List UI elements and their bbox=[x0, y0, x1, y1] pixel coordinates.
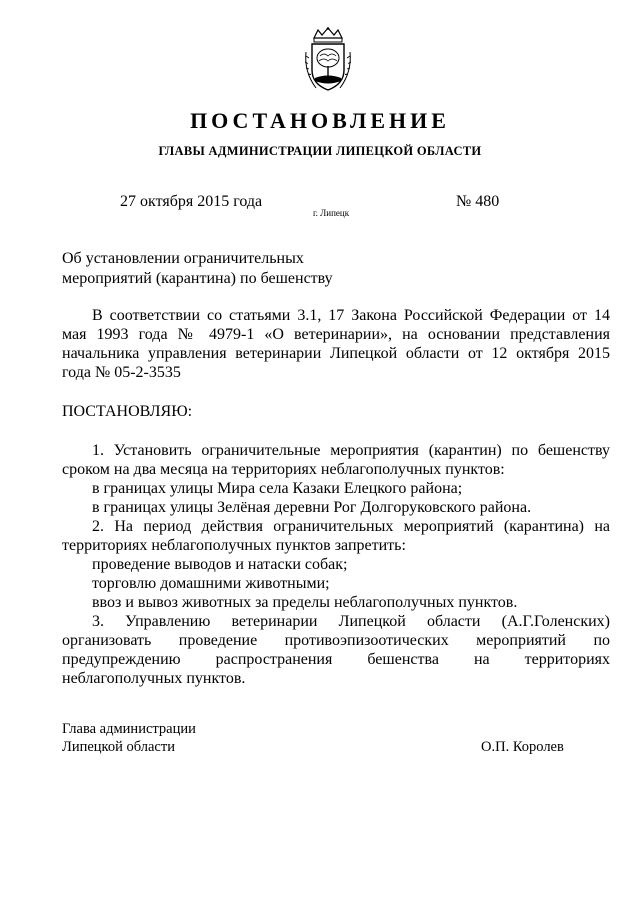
signature-position-line: Липецкой области bbox=[62, 739, 175, 755]
item-1-line: в границах улицы Зелёная деревни Рог Долгоруковского района. bbox=[92, 499, 532, 516]
preamble bbox=[62, 306, 610, 382]
decree-items bbox=[62, 441, 610, 688]
signature-name: О.П. Королев bbox=[481, 739, 564, 755]
item-1-line: сроком на два месяца на территориях неблагополучных пунктов: bbox=[62, 461, 505, 478]
signature-position bbox=[62, 720, 196, 756]
document-issuer: ГЛАВЫ АДМИНИСТРАЦИИ ЛИПЕЦКОЙ ОБЛАСТИ bbox=[158, 144, 482, 158]
item-2-line: ввоз и вывоз животных за пределы неблагополучных пунктов. bbox=[92, 594, 518, 611]
signature-position-line: Глава администрации bbox=[62, 721, 196, 737]
item-2-line: проведение выводов и натаски собак; bbox=[92, 556, 348, 573]
subject-line: Об установлении ограничительных bbox=[62, 250, 304, 267]
preamble-line: мая 1993 года № 4979-1 «О ветеринарии», на основании представления bbox=[62, 326, 610, 343]
decree-heading: ПОСТАНОВЛЯЮ: bbox=[62, 403, 193, 420]
document-place: г. Липецк bbox=[313, 208, 350, 218]
item-3-line: предупреждению распространения бешенства на территориях bbox=[62, 651, 610, 668]
item-2-line: торговлю домашними животными; bbox=[92, 575, 330, 592]
preamble-line: В соответствии со статьями 3.1, 17 Закона Российской Федерации от 14 bbox=[92, 307, 610, 324]
document-subject bbox=[62, 249, 382, 289]
document-title: ПОСТАНОВЛЕНИЕ bbox=[190, 108, 450, 133]
subject-line: мероприятий (карантина) по бешенству bbox=[62, 270, 333, 287]
preamble-line: года № 05-2-3535 bbox=[62, 364, 181, 381]
document-date: 27 октября 2015 года bbox=[120, 193, 263, 210]
item-3-line: 3. Управлению ветеринарии Липецкой области (А.Г.Голенских) bbox=[92, 613, 610, 630]
item-3-line: организовать проведение противоэпизоотических мероприятий по bbox=[62, 632, 610, 649]
item-3-line: неблагополучных пунктов. bbox=[62, 670, 246, 687]
item-2-line: территориях неблагополучных пунктов запретить: bbox=[62, 537, 406, 554]
item-1-line: в границах улицы Мира села Казаки Елецкого района; bbox=[92, 480, 463, 497]
preamble-line: начальника управления ветеринарии Липецкой области от 12 октября 2015 bbox=[62, 345, 610, 362]
document-number: № 480 bbox=[456, 193, 500, 210]
item-1-line: 1. Установить ограничительные мероприятия (карантин) по бешенству bbox=[92, 442, 610, 459]
coat-of-arms-icon bbox=[300, 26, 356, 94]
item-2-line: 2. На период действия ограничительных мероприятий (карантина) на bbox=[92, 518, 610, 535]
